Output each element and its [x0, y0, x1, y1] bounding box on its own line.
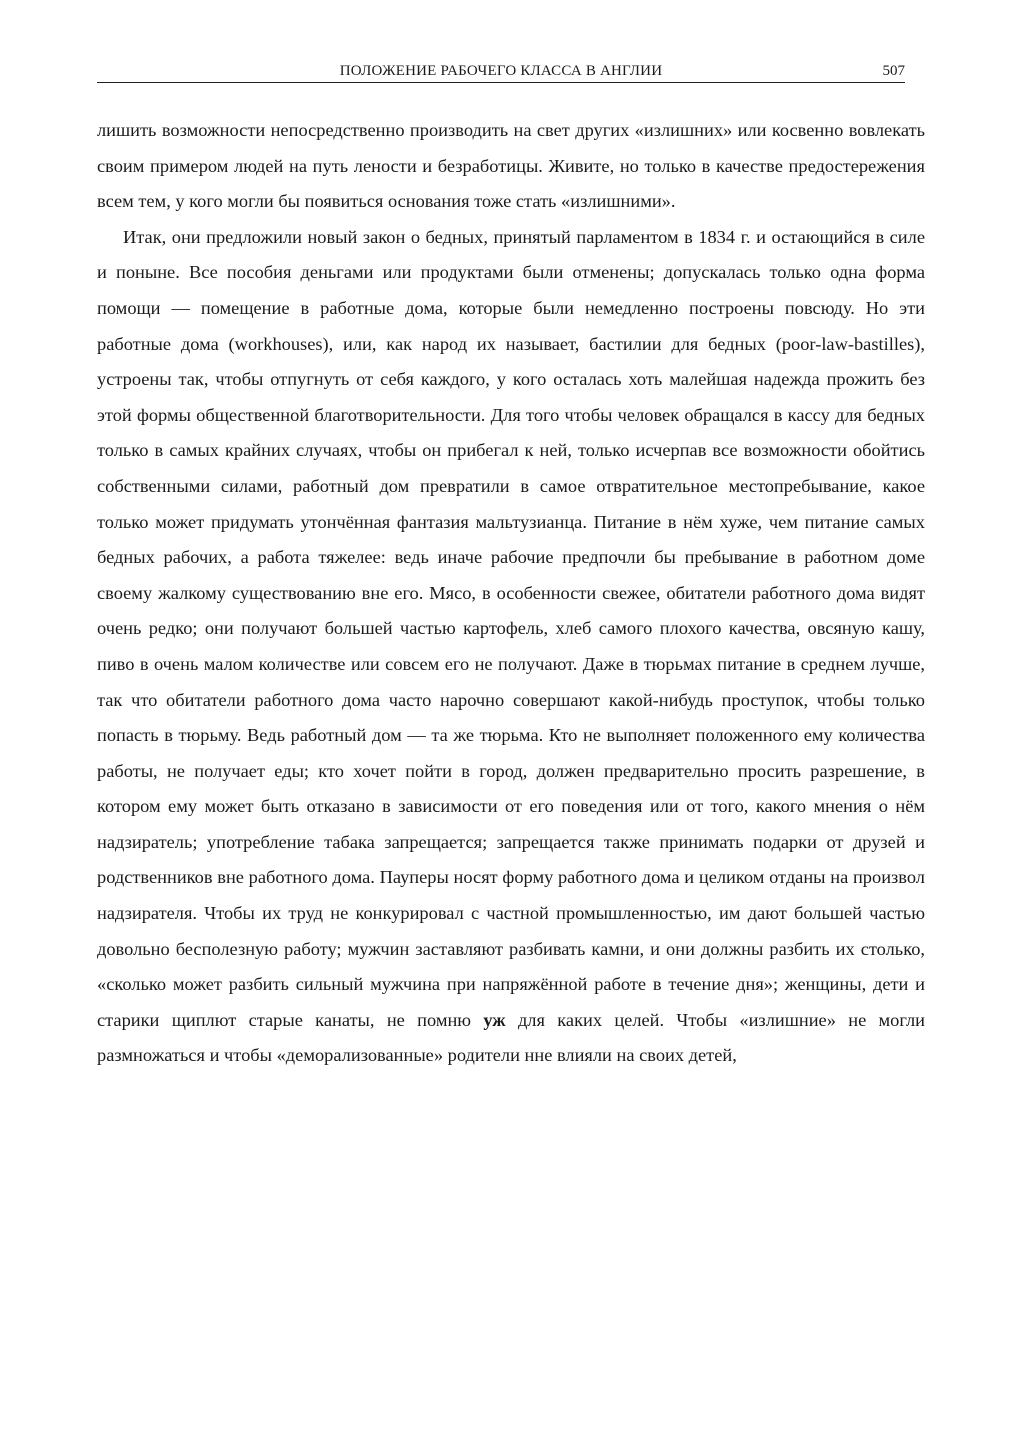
paragraph-continuation: лишить возможности непосредственно производить на свет других «излишних» или косвенно вовлекать своим примером людей на путь лености и безработицы. Живите, но только в качестве предостережения всем тем, у кого могли бы появиться основания тоже стать «излишними».: [97, 120, 925, 212]
paragraph-workhouses: [97, 220, 925, 1074]
page-number: 507: [882, 63, 905, 79]
running-header: [97, 60, 905, 83]
running-title: ПОЛОЖЕНИЕ РАБОЧЕГО КЛАССА В АНГЛИИ: [339, 63, 663, 79]
body-text: [97, 113, 925, 1074]
bold-word: уж: [483, 1009, 506, 1030]
paragraph-text-end: для каких целей. Чтобы «излишние» не могли размножаться и чтобы «деморализованные» родители нне влияли на своих детей,: [97, 1009, 925, 1066]
paragraph-text-main: Итак, они предложили новый закон о бедных, принятый парламентом в 1834 г. и остающийся в силе и поныне. Все пособия деньгами или продуктами были отменены; допускалась только одна форма помощи — помещение в работные дома, которые были немедленно построены повсюду. Но эти работные дома (workhouses), или, как народ их называет, бастилии для бедных (poor-law-bastilles), устроены так, чтобы отпугнуть от себя каждого, у кого осталась хоть малейшая надежда прожить без этой формы общественной благотворительности. Для того чтобы человек обращался в кассу для бедных только в самых крайних случаях, чтобы он прибегал к ней, только исчерпав все возможности обойтись собственными силами, работный дом превратили в самое отвратительное местопребывание, какое только может придумать утончённая фантазия мальтузианца. Питание в нём хуже, чем питание самых бедных рабочих, а работа тяжелее: ведь иначе рабочие предпочли бы пребывание в работном доме своему жалкому существованию вне его. Мясо, в особенности свежее, обитатели работного дома видят очень редко; они получают большей частью картофель, хлеб самого плохого качества, овсяную кашу, пиво в очень малом количестве или совсем его не получают. Даже в тюрьмах питание в среднем лучше, так что обитатели работного дома часто нарочно совершают какой-нибудь проступок, чтобы только попасть в тюрьму. Ведь работный дом — та же тюрьма. Кто не выполняет положенного ему количества работы, не получает еды; кто хочет пойти в город, должен предварительно просить разрешение, в котором ему может быть отказано в зависимости от его поведения или от того, какого мнения о нём надзиратель; употребление табака запрещается; запрещается также принимать подарки от друзей и родственников вне работного дома. Пауперы носят форму работного дома и целиком отданы на произвол надзирателя. Чтобы их труд не конкурировал с частной промышленностью, им дают большей частью довольно бесполезную работу; мужчин заставляют разбивать камни, и они должны разбить их столько, «сколько может разбить сильный мужчина при напряжённой работе в течение дня»; женщины, дети и старики щиплют старые канаты, не помню: [97, 226, 925, 1030]
